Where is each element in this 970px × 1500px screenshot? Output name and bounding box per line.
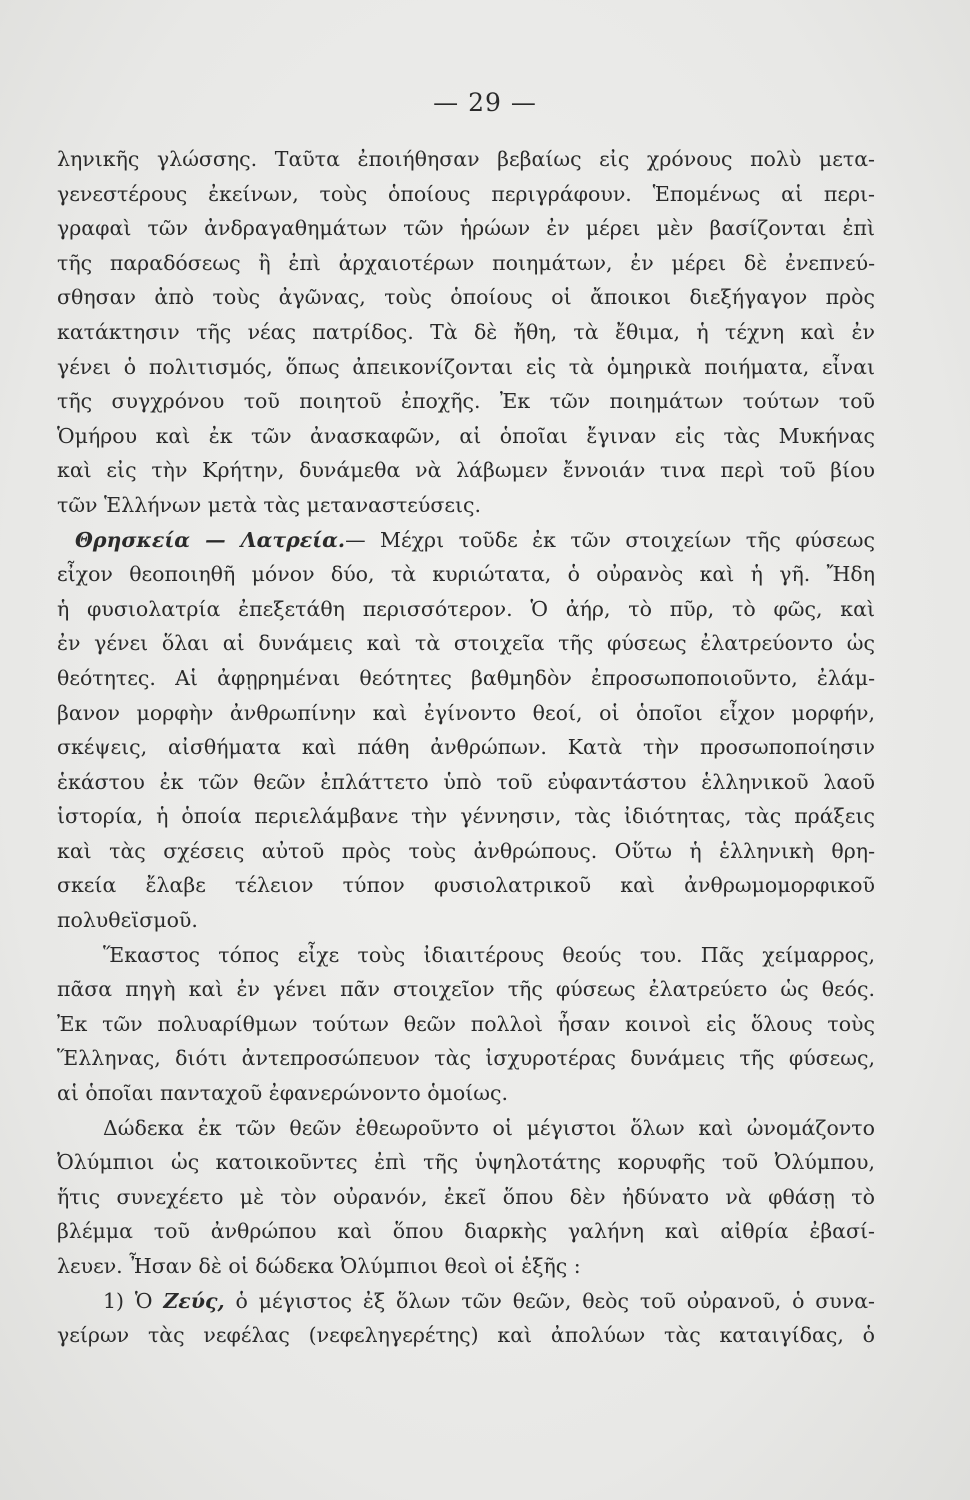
text-line: 1) Ὁ Ζεύς, ὁ μέγιστος ἐξ ὅλων τῶν θεῶν, θεὸς τοῦ οὐρανοῦ, ὁ συνα- [103,1288,875,1313]
text-line: αἱ ὁποῖαι πανταχοῦ ἐφανερώνοντο ὁμοίως. [57,1081,508,1106]
text-line: κατάκτησιν τῆς νέας πατρίδος. Τὰ δὲ ἤθη, τὰ ἔθιμα, ἡ τέχνη καὶ ἐν [57,319,875,344]
text-line: καὶ τὰς σχέσεις αὐτοῦ πρὸς τοὺς ἀνθρώπους. Οὕτω ἡ ἑλληνικὴ θρη- [57,838,875,863]
text-line: ἡ φυσιολατρία ἐπεξετάθη περισσότερον. Ὁ ἀήρ, τὸ πῦρ, τὸ φῶς, καὶ [57,596,875,621]
text-line: Ἐκ τῶν πολυαρίθμων τούτων θεῶν πολλοὶ ἦσαν κοινοὶ εἰς ὅλους τοὺς [57,1011,875,1036]
text-line: σκέψεις, αἰσθήματα καὶ πάθη ἀνθρώπων. Κατὰ τὴν προσωποποίησιν [57,735,875,760]
text-line: γραφαὶ τῶν ἀνδραγαθημάτων τῶν ἡρώων ἐν μέρει μὲν βασίζονται ἐπὶ [57,216,875,241]
text-line: γενεστέρους ἐκείνων, τοὺς ὁποίους περιγράφουν. Ἑπομένως αἱ περι- [57,181,875,206]
text-line: ἥτις συνεχέετο μὲ τὸν οὐρανόν, ἐκεῖ ὅπου δὲν ἠδύνατο νὰ φθάσῃ τὸ [57,1184,875,1209]
text-line: Ὀλύμπιοι ὡς κατοικοῦντες ἐπὶ τῆς ὑψηλοτάτης κορυφῆς τοῦ Ὀλύμπου, [57,1150,875,1175]
text-line: εἶχον θεοποιηθῆ μόνον δύο, τὰ κυριώτατα, ὁ οὐρανὸς καὶ ἡ γῆ. Ἤδη [57,562,875,587]
text-line: ληνικῆς γλώσσης. Ταῦτα ἐποιήθησαν βεβαίως εἰς χρόνους πολὺ μετα- [57,147,875,171]
text-line: πολυθεϊσμοῦ. [57,908,198,933]
text-line: Ὁμήρου καὶ ἐκ τῶν ἀνασκαφῶν, αἱ ὁποῖαι ἔγιναν εἰς τὰς Μυκήνας [57,423,875,448]
text-line: Ἕκαστος τόπος εἶχε τοὺς ἰδιαιτέρους θεούς του. Πᾶς χείμαρρος, [103,942,875,967]
text-line: Θρησκεία — Λατρεία.— Μέχρι τοῦδε ἐκ τῶν στοιχείων τῆς φύσεως [75,527,875,552]
god-name-zeus: Ζεύς, [163,1288,225,1313]
text-line: θεότητες. Αἱ ἀφῃρημέναι θεότητες βαθμηδὸν ἐπροσωποποιοῦντο, ἐλάμ- [57,665,875,690]
section-heading: Θρησκεία — Λατρεία. [75,527,346,552]
text-line: ἑκάστου ἐκ τῶν θεῶν ἐπλάττετο ὑπὸ τοῦ εὐφαντάστου ἑλληνικοῦ λαοῦ [57,769,875,794]
text-line: πᾶσα πηγὴ καὶ ἐν γένει πᾶν στοιχεῖον τῆς φύσεως ἐλατρεύετο ὡς θεός. [57,977,875,1002]
text-line: Δώδεκα ἐκ τῶν θεῶν ἐθεωροῦντο οἱ μέγιστοι ὅλων καὶ ὠνομάζοντο [103,1115,875,1140]
text-line: σκεία ἔλαβε τέλειον τύπον φυσιολατρικοῦ καὶ ἀνθρωμομορφικοῦ [57,873,875,898]
text-line: Ἕλληνας, διότι ἀντεπροσώπευον τὰς ἰσχυροτέρας δυνάμεις τῆς φύσεως, [57,1046,875,1071]
text-line: γείρων τὰς νεφέλας (νεφεληγερέτης) καὶ ἀπολύων τὰς καταιγίδας, ὁ [57,1323,875,1348]
text-line: λευεν. Ἦσαν δὲ οἱ δώδεκα Ὀλύμπιοι θεοὶ οἱ ἑξῆς : [57,1254,581,1278]
body-text [57,142,875,1353]
text-line: τῆς συγχρόνου τοῦ ποιητοῦ ἐποχῆς. Ἐκ τῶν ποιημάτων τούτων τοῦ [57,389,875,414]
text-line: γένει ὁ πολιτισμός, ὅπως ἀπεικονίζονται εἰς τὰ ὁμηρικὰ ποιήματα, εἶναι [57,354,875,379]
text-line: βανον μορφὴν ἀνθρωπίνην καὶ ἐγίνοντο θεοί, οἱ ὁποῖοι εἶχον μορφήν, [57,700,875,725]
text-line: τῆς παραδόσεως ἢ ἐπὶ ἀρχαιοτέρων ποιημάτων, ἐν μέρει δὲ ἐνεπνεύ- [57,250,875,275]
text-line: ἐν γένει ὅλαι αἱ δυνάμεις καὶ τὰ στοιχεῖα τῆς φύσεως ἐλατρεύοντο ὡς [57,631,875,656]
text-line: ἱστορία, ἡ ὁποία περιελάμβανε τὴν γέννησιν, τὰς ἰδιότητας, τὰς πράξεις [57,804,875,829]
page-number: — 29 — [433,88,537,117]
text-line: σθησαν ἀπὸ τοὺς ἀγῶνας, τοὺς ὁποίους οἱ ἄποικοι διεξήγαγον πρὸς [57,285,875,310]
text-line: τῶν Ἑλλήνων μετὰ τὰς μεταναστεύσεις. [57,492,482,517]
text-line: καὶ εἰς τὴν Κρήτην, δυνάμεθα νὰ λάβωμεν ἔννοιάν τινα περὶ τοῦ βίου [57,458,875,483]
text-line: βλέμμα τοῦ ἀνθρώπου καὶ ὅπου διαρκὴς γαλήνη καὶ αἰθρία ἐβασί- [57,1219,875,1244]
